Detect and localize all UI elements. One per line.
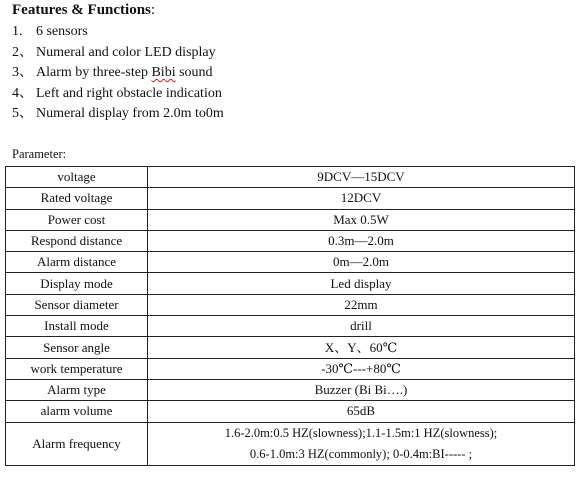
param-value: 9DCV—15DCV [148, 167, 575, 188]
param-value: 12DCV [148, 188, 575, 209]
table-row [6, 379, 575, 400]
param-value: 0m—2.0m [148, 252, 575, 273]
param-label: Sensor angle [6, 337, 148, 358]
table-row [6, 337, 575, 358]
features-title-colon: : [150, 2, 156, 18]
param-label: Install mode [6, 316, 148, 337]
feature-number: 4、 [12, 85, 33, 101]
alarm-frequency-line-1: 1.6-2.0m:0.5 HZ(slowness);1.1-1.5m:1 HZ(slowness); [224, 425, 498, 440]
spellcheck-marked-word: Bibi [151, 65, 176, 80]
param-value: Max 0.5W [148, 209, 575, 230]
parameter-table [5, 166, 575, 466]
param-value: drill [148, 316, 575, 337]
param-value: Led display [148, 273, 575, 294]
table-row [6, 209, 575, 230]
param-label: Rated voltage [6, 188, 148, 209]
features-list [12, 22, 224, 125]
feature-text: Numeral and color LED display [36, 44, 216, 60]
alarm-frequency-line-2: 0.6-1.0m:3 HZ(commonly); 0-0.4m:BI----- ; [249, 446, 473, 461]
param-value: 22mm [148, 294, 575, 315]
feature-number: 2、 [12, 44, 33, 60]
parameter-heading: Parameter: [12, 147, 67, 161]
param-value: -30℃---+80℃ [148, 358, 575, 379]
feature-item-2 [12, 43, 224, 64]
table-row [6, 252, 575, 273]
table-row [6, 230, 575, 251]
feature-item-5 [12, 104, 224, 125]
table-row [6, 294, 575, 315]
param-label: Alarm type [6, 379, 148, 400]
table-row [6, 358, 575, 379]
feature-item-3 [12, 63, 224, 84]
table-row-alarm-frequency [6, 422, 575, 465]
feature-number: 5、 [12, 106, 33, 121]
features-title: Features & Functions [12, 2, 151, 18]
feature-item-1 [12, 22, 224, 43]
param-label: Alarm frequency [6, 422, 148, 465]
param-label: Respond distance [6, 230, 148, 251]
param-label: alarm volume [6, 401, 148, 422]
table-row [6, 316, 575, 337]
param-value: Buzzer (Bi Bi….) [148, 379, 575, 400]
param-value: 65dB [148, 401, 575, 422]
param-label: Display mode [6, 273, 148, 294]
feature-item-4 [12, 84, 224, 105]
feature-text: Left and right obstacle indication [36, 85, 222, 101]
param-label: Alarm distance [6, 252, 148, 273]
param-label: voltage [6, 167, 148, 188]
param-label: Power cost [6, 209, 148, 230]
feature-text: 6 sensors [36, 24, 88, 39]
param-value: 0.3m—2.0m [148, 230, 575, 251]
table-row [6, 188, 575, 209]
param-value [148, 422, 575, 465]
table-row [6, 401, 575, 422]
param-value: X、Y、60℃ [148, 337, 575, 358]
feature-number: 3、 [12, 65, 33, 80]
param-label: work temperature [6, 358, 148, 379]
table-row [6, 167, 575, 188]
feature-text-before: Alarm by three-step [36, 65, 152, 80]
feature-text-after: sound [175, 65, 213, 80]
table-row [6, 273, 575, 294]
feature-number: 1. [12, 24, 23, 39]
features-heading [12, 2, 155, 19]
param-label: Sensor diameter [6, 294, 148, 315]
feature-text: Numeral display from 2.0m to0m [36, 106, 224, 121]
